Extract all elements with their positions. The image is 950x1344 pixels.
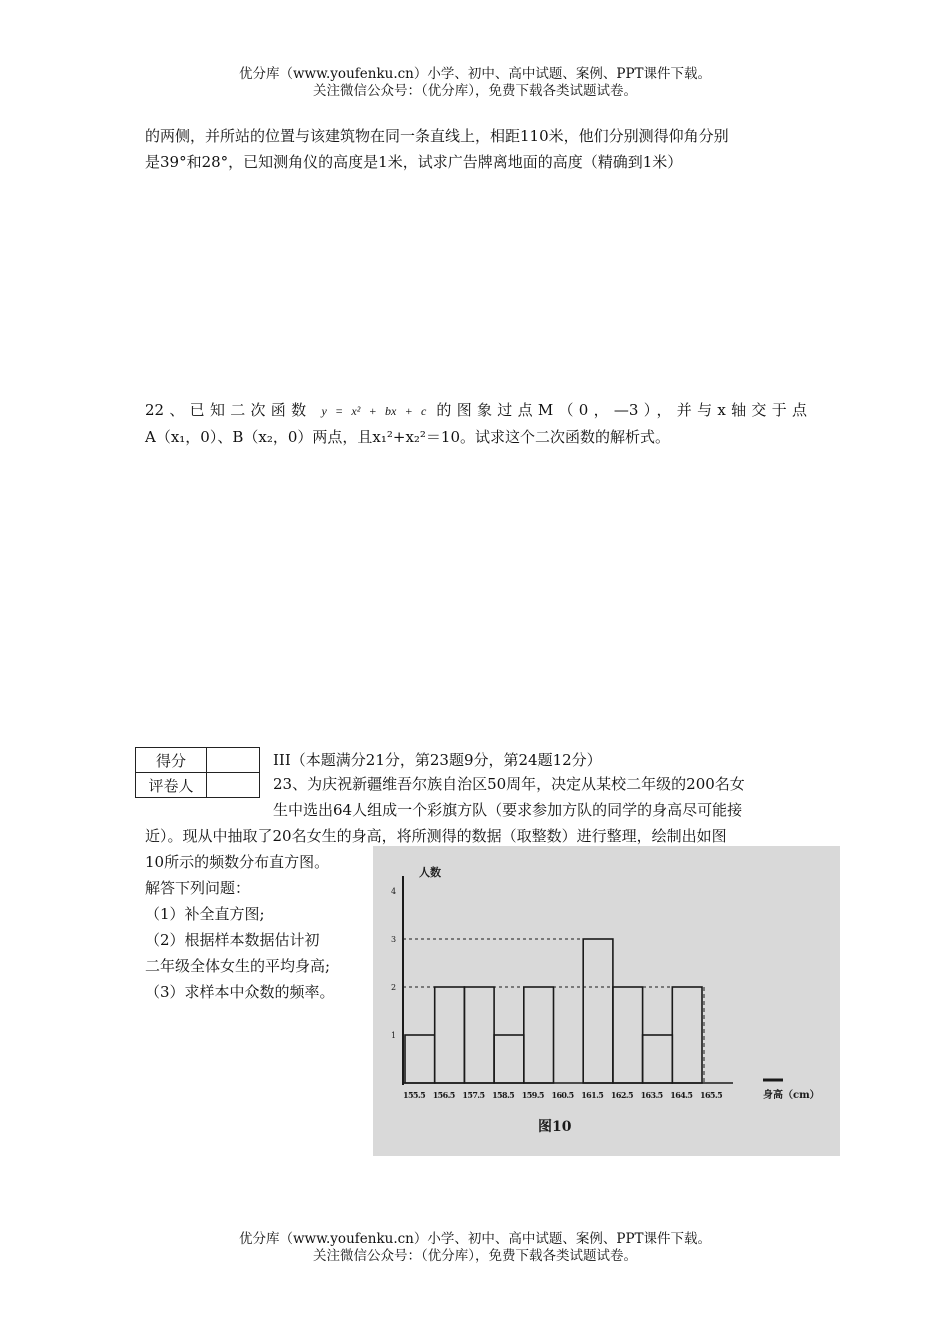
- q22-lead: 22、已知二次函数: [145, 401, 312, 419]
- x-tick-label: 158.5: [492, 1090, 515, 1100]
- x-tick-label: 162.5: [610, 1090, 633, 1100]
- footer-line-2: 关注微信公众号：（优分库），免费下载各类试题试卷。: [313, 1248, 637, 1264]
- x-tick-label: 156.5: [432, 1090, 455, 1100]
- q22-formula: y = x² + bx + c: [321, 404, 427, 418]
- q23-line-4: 10所示的频数分布直方图。: [145, 853, 330, 871]
- q23-prompt: 解答下列问题：: [145, 879, 251, 897]
- question-23-intro: [273, 771, 808, 823]
- q23-sub-1: （1）补全直方图;: [145, 905, 265, 923]
- q23-line-1: 23、为庆祝新疆维吾尔族自治区50周年，决定从某校二年级的200名女: [273, 775, 745, 793]
- q23-sub-2b: 二年级全体女生的平均身高;: [145, 957, 331, 975]
- x-tick-label: 155.5: [403, 1090, 426, 1100]
- x-axis-label: 身高（cm）: [763, 1090, 820, 1101]
- histogram-bar: [524, 987, 554, 1083]
- x-tick-label: 157.5: [462, 1090, 485, 1100]
- y-tick-label: 4: [391, 887, 397, 896]
- y-tick-label: 3: [391, 935, 397, 944]
- x-tick-label: 163.5: [640, 1090, 663, 1100]
- x-tick-label: 164.5: [670, 1090, 693, 1100]
- question-23-subquestions: [145, 849, 363, 1005]
- score-table: [135, 747, 260, 798]
- grader-label: 评卷人: [136, 773, 207, 798]
- x-tick-label: 160.5: [551, 1090, 574, 1100]
- histogram-bar: [405, 1035, 435, 1083]
- histogram-bar: [672, 987, 702, 1083]
- x-tick-label: 165.5: [700, 1090, 723, 1100]
- score-label: 得分: [136, 748, 207, 773]
- grader-box: [207, 773, 260, 798]
- q22-rest: 的图象过点M（0，—3），并与x轴交于点: [436, 401, 807, 419]
- score-box: [207, 748, 260, 773]
- y-tick-label: 1: [391, 1031, 397, 1040]
- histogram-bar: [643, 1035, 673, 1083]
- question-21-tail: [145, 123, 807, 175]
- section-3-title: III（本题满分21分，第23题9分，第24题12分）: [273, 751, 602, 769]
- q23-sub-3: （3）求样本中众数的频率。: [145, 983, 335, 1001]
- histogram-bar: [583, 939, 613, 1083]
- histogram-bar: [464, 987, 494, 1083]
- q23-line-2: 生中选出64人组成一个彩旗方队（要求参加方队的同学的身高尽可能接: [273, 801, 743, 819]
- q23-sub-2a: （2）根据样本数据估计初: [145, 931, 320, 949]
- histogram-bar: [435, 987, 465, 1083]
- footer-line-1: 优分库（www.youfenku.cn）小学、初中、高中试题、案例、PPT课件下载。: [238, 1231, 712, 1247]
- x-tick-label: 159.5: [521, 1090, 544, 1100]
- q21-line-2: 是39°和28°，已知测角仪的高度是1米，试求广告牌离地面的高度（精确到1米）: [145, 153, 683, 171]
- figure-caption: 图10: [538, 1119, 572, 1135]
- page-header: [0, 66, 950, 100]
- page-footer: [0, 1231, 950, 1265]
- question-22: [145, 397, 807, 450]
- x-tick-label: 161.5: [581, 1090, 604, 1100]
- q21-line-1: 的两侧，并所站的位置与该建筑物在同一条直线上，相距110米，他们分别测得仰角分别: [145, 127, 729, 145]
- histogram-bar: [494, 1035, 524, 1083]
- y-tick-label: 2: [391, 983, 397, 992]
- q22-line-1: [145, 397, 807, 424]
- histogram-bar: [613, 987, 643, 1083]
- header-line-2: 关注微信公众号：（优分库），免费下载各类试题试卷。: [313, 83, 637, 99]
- q23-line-3: 近）。现从中抽取了20名女生的身高，将所测得的数据（取整数）进行整理，绘制出如图: [145, 827, 727, 845]
- y-axis-label: 人数: [419, 866, 441, 879]
- q22-line-2: A（x₁，0）、B（x₂，0）两点，且x₁²+x₂²＝10。试求这个二次函数的解析式。: [145, 428, 671, 446]
- header-line-1: 优分库（www.youfenku.cn）小学、初中、高中试题、案例、PPT课件下载。: [238, 66, 712, 82]
- histogram-svg: [373, 846, 840, 1156]
- figure-10-histogram: [373, 846, 840, 1156]
